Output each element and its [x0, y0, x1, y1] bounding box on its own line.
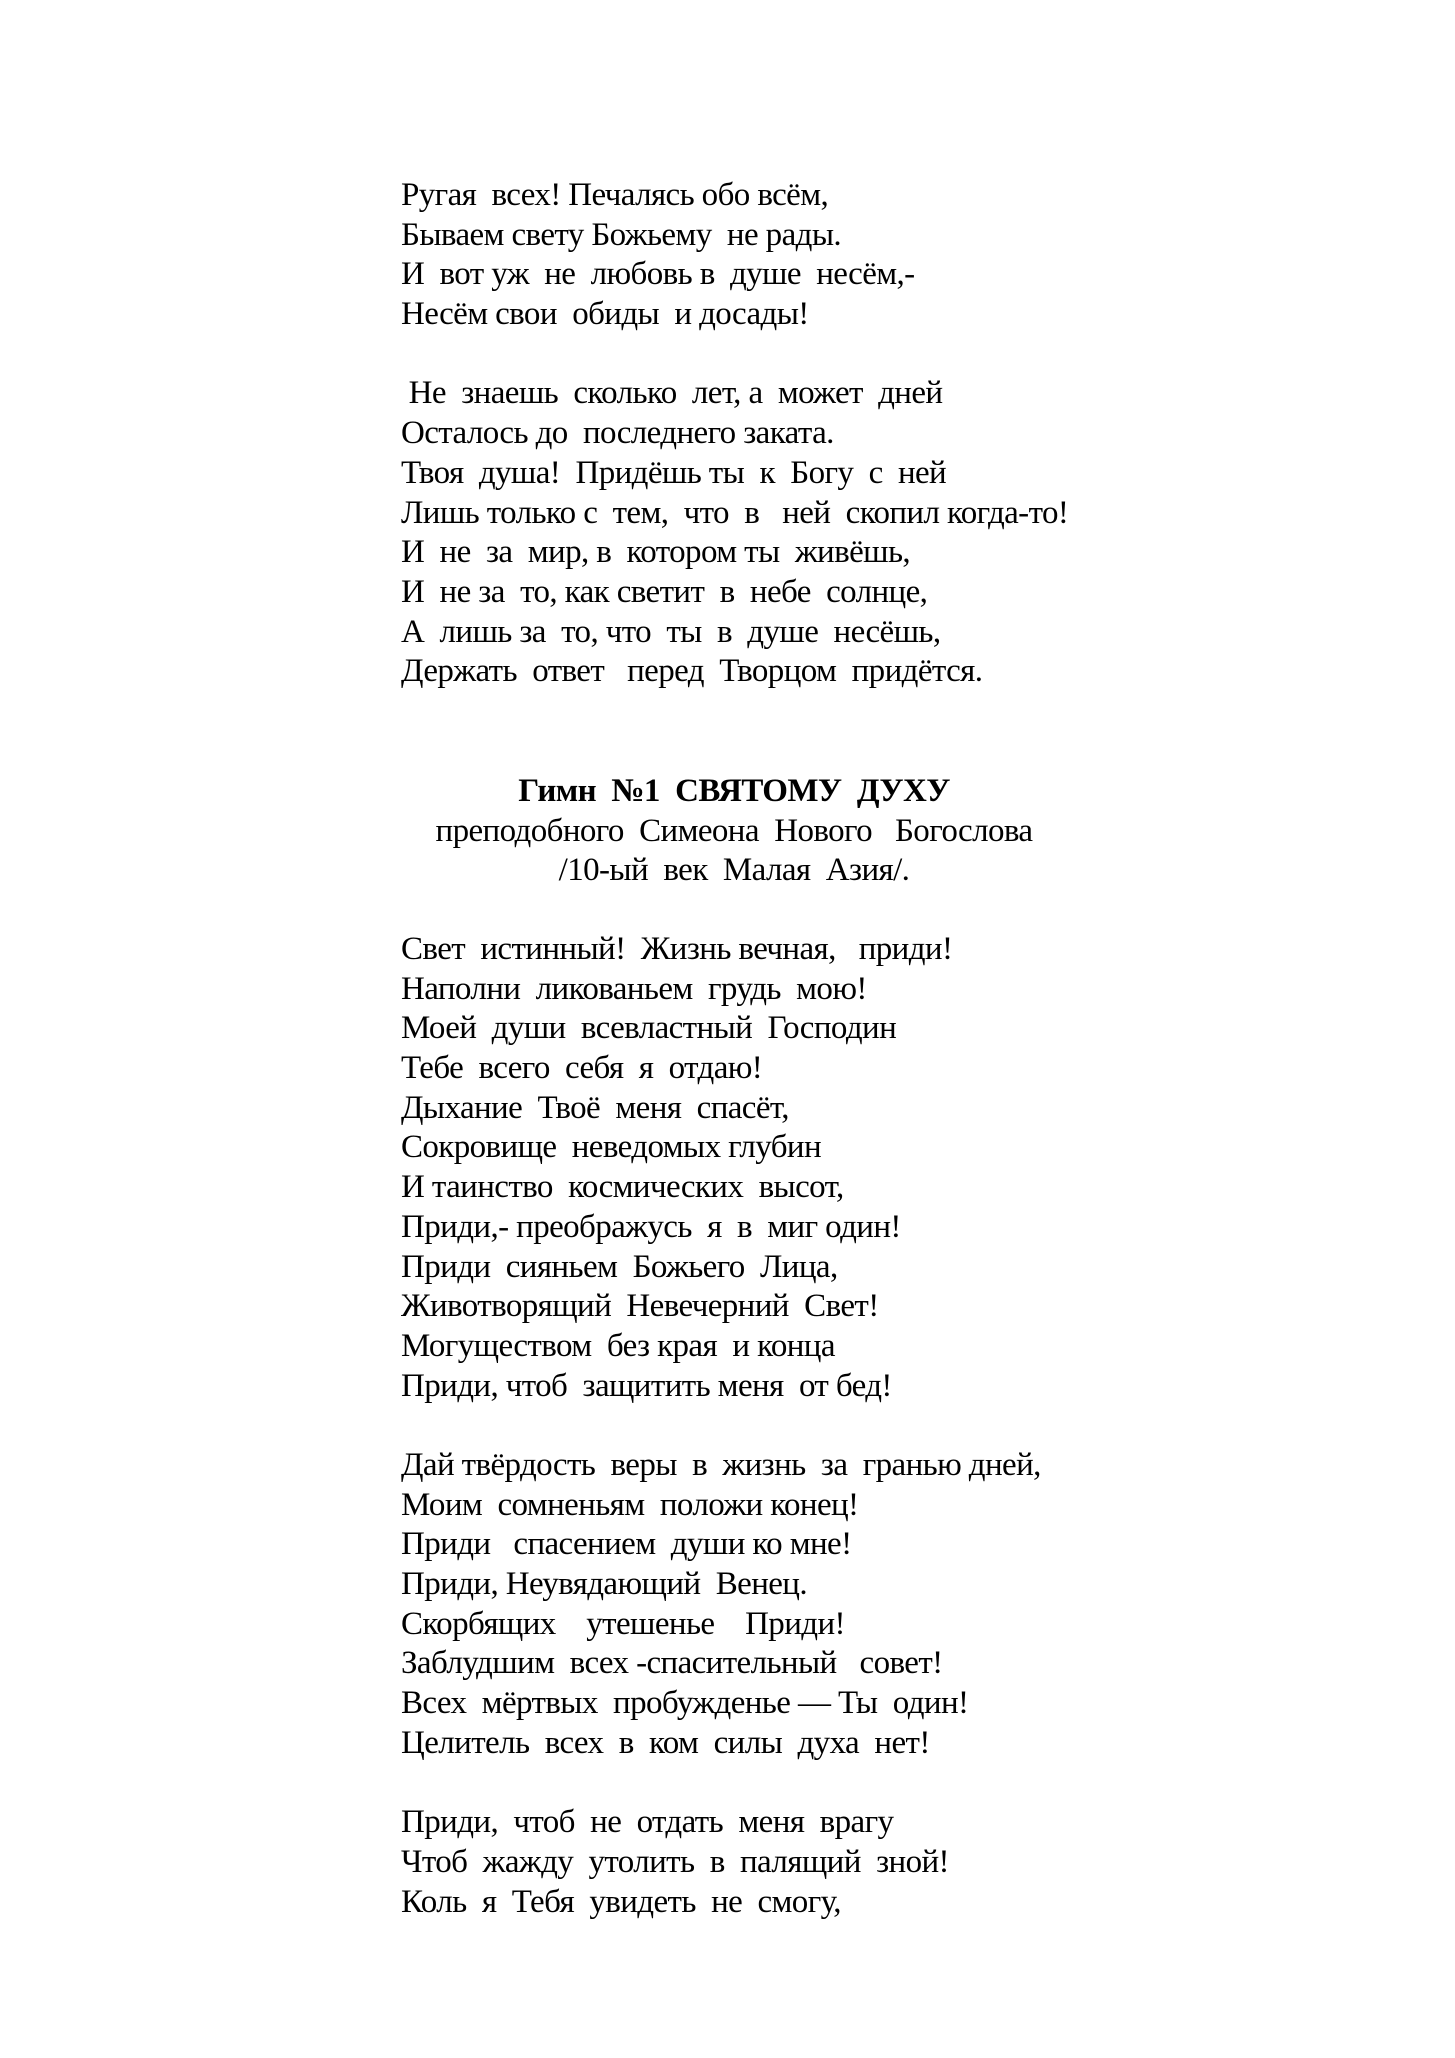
verse-line: Тебе всего себя я отдаю! [401, 1050, 763, 1087]
verse-line: Заблудшим всех -спасительный совет! [401, 1645, 943, 1682]
verse-line: Свет истинный! Жизнь вечная, приди! [401, 931, 953, 967]
verse-line: Животворящий Невечерний Свет! [401, 1288, 879, 1325]
verse-line: Могуществом без края и конца [401, 1327, 835, 1364]
stanza-gap [401, 1763, 1041, 1803]
stanza-gap [401, 335, 1068, 375]
verse-line: Приди, чтоб не отдать меня врагу [401, 1804, 894, 1841]
verse-line: Держать ответ перед Творцом придётся. [401, 653, 983, 690]
verse-line: Целитель всех в ком силы духа нет! [401, 1724, 930, 1761]
stanza-5 [401, 1803, 1041, 1922]
verse-line: И таинство космических высот, [401, 1169, 844, 1206]
verse-line: Твоя душа! Придёшь ты к Богу с ней [401, 454, 947, 491]
stanza-2 [401, 374, 1068, 692]
verse-line: Коль я Тебя увидеть не смогу, [401, 1883, 841, 1920]
poem-part-one [401, 176, 1068, 692]
verse-line: Приди,- преображусь я в миг один! [401, 1208, 901, 1245]
hymn-text [401, 930, 1041, 1922]
verse-line: Приди, чтоб защитить меня от бед! [401, 1367, 892, 1404]
verse-line: Бываем свету Божьему не рады. [401, 216, 842, 253]
verse-line: Моей души всевластный Господин [401, 1010, 897, 1047]
verse-line: Приди, Неувядающий Венец. [401, 1566, 808, 1602]
verse-line: Моим сомненьям положи конец! [401, 1486, 859, 1523]
verse-line: И вот уж не любовь в душе несём,- [401, 256, 915, 293]
hymn-origin: /10-ый век Малая Азия/. [558, 852, 910, 889]
verse-line: Несём свои обиды и досады! [401, 296, 809, 333]
verse-line: Чтоб жажду утолить в палящий зной! [401, 1843, 949, 1880]
verse-line: Дыхание Твоё меня спасёт, [401, 1089, 789, 1126]
stanza-3 [401, 930, 1041, 1406]
stanza-1 [401, 176, 1068, 335]
hymn-heading [0, 772, 1455, 891]
verse-line: Скорбящих утешенье Приди! [401, 1605, 845, 1642]
verse-line: Наполни ликованьем грудь мою! [401, 970, 867, 1007]
verse-line: Сокровище неведомых глубин [401, 1129, 822, 1166]
verse-line: Лишь только с тем, что в ней скопил когда-то! [401, 494, 1069, 531]
verse-line: Приди спасением души ко мне! [401, 1526, 852, 1563]
verse-line: А лишь за то, что ты в душе несёшь, [401, 613, 941, 650]
verse-line: Дай твёрдость веры в жизнь за гранью дней, [401, 1446, 1041, 1483]
verse-line: И не за мир, в котором ты живёшь, [401, 534, 911, 571]
verse-line: Осталось до последнего заката. [401, 415, 834, 452]
verse-line: Ругая всех! Печалясь обо всём, [401, 177, 829, 213]
verse-line: Приди сияньем Божьего Лица, [401, 1248, 838, 1285]
verse-line: Всех мёртвых пробужденье — Ты один! [401, 1685, 969, 1722]
hymn-author: преподобного Симеона Нового Богослова [435, 812, 1033, 849]
hymn-title: Гимн №1 СВЯТОМУ ДУХУ [518, 773, 950, 809]
stanza-4 [401, 1446, 1041, 1764]
verse-line: Не знаешь сколько лет, а может дней [401, 375, 943, 412]
stanza-gap [401, 1406, 1041, 1446]
verse-line: И не за то, как светит в небе солнце, [401, 573, 928, 610]
